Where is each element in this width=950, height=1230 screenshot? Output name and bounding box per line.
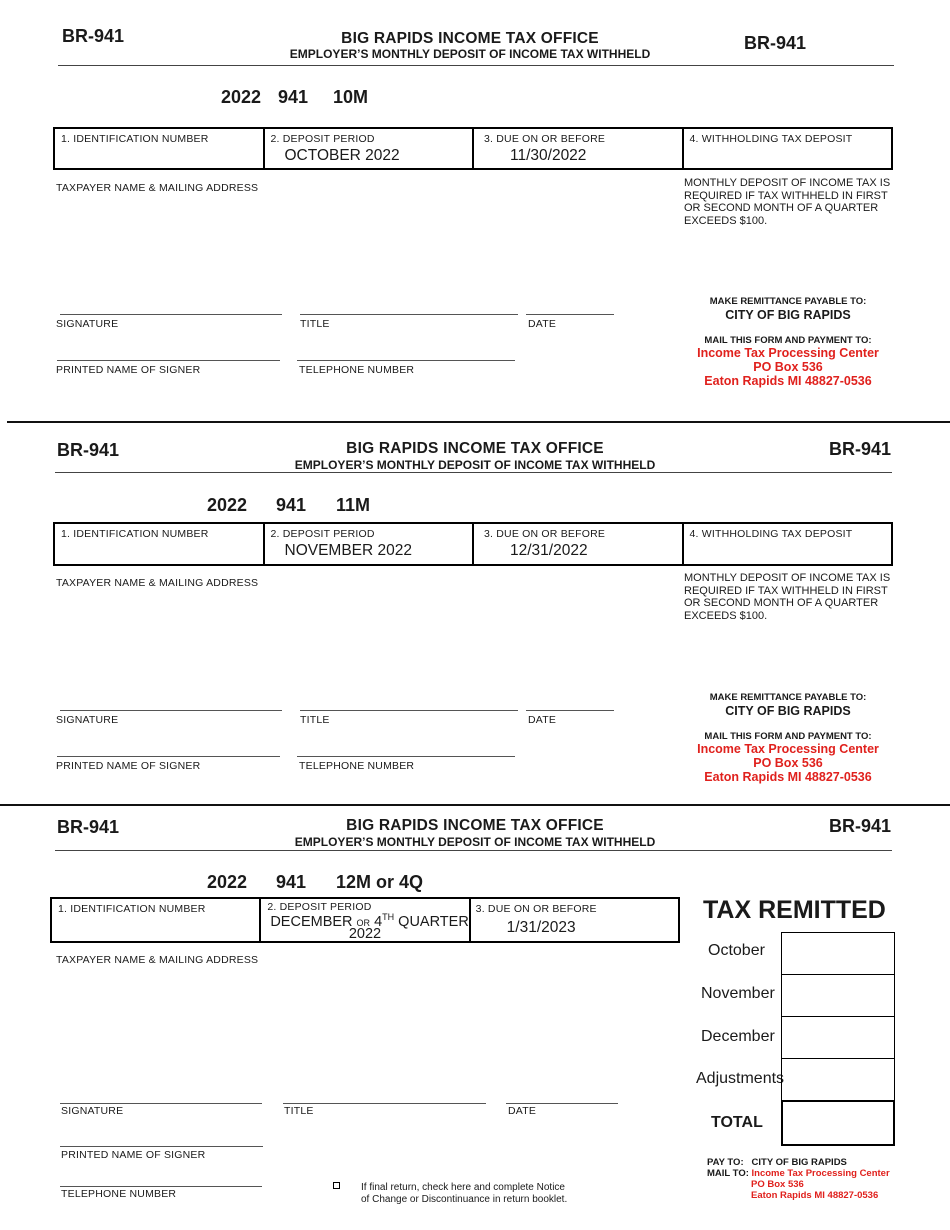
- signature-label: SIGNATURE: [56, 714, 119, 726]
- office-title: BIG RAPIDS INCOME TAX OFFICE: [341, 30, 599, 47]
- form-id-left: BR-941: [57, 817, 120, 837]
- signature-line[interactable]: [60, 710, 282, 711]
- id-number-field[interactable]: [55, 524, 265, 564]
- form-id-left: BR-941: [57, 440, 120, 460]
- payable-label: MAKE REMITTANCE PAYABLE TO:: [709, 692, 867, 703]
- telephone-line[interactable]: [297, 360, 515, 361]
- id-number-label: 1. IDENTIFICATION NUMBER: [61, 528, 209, 540]
- header-rule: [58, 65, 894, 66]
- address-line-1: Income Tax Processing Center: [697, 742, 879, 756]
- date-label: DATE: [528, 318, 557, 330]
- form-subtitle: EMPLOYER’S MONTHLY DEPOSIT OF INCOME TAX WITHHELD: [289, 47, 651, 61]
- header-rule: [55, 472, 892, 473]
- due-date-label: 3. DUE ON OR BEFORE: [484, 133, 606, 145]
- deposit-period-label: 2. DEPOSIT PERIOD: [270, 528, 375, 540]
- withholding-deposit-label: 4. WITHHOLDING TAX DEPOSIT: [689, 133, 853, 145]
- due-date-field: [474, 524, 684, 564]
- perforation-line-2: [0, 804, 950, 806]
- period-code: 12M or 4Q: [336, 872, 424, 892]
- withholding-deposit-field[interactable]: [684, 129, 892, 168]
- office-title: BIG RAPIDS INCOME TAX OFFICE: [346, 440, 604, 457]
- year-code: 2022: [207, 495, 248, 515]
- title-label: TITLE: [300, 318, 330, 330]
- due-date-value: 1/31/2023: [506, 919, 576, 936]
- deposit-period-label: 2. DEPOSIT PERIOD: [270, 133, 375, 145]
- final-return-note: If final return, check here and complete Notice of Change or Discontinuance in return booklet.: [361, 1182, 568, 1205]
- form-code: 941: [276, 872, 307, 892]
- payee: CITY OF BIG RAPIDS: [725, 308, 851, 322]
- printed-name-line[interactable]: [57, 360, 280, 361]
- monthly-notice: MONTHLY DEPOSIT OF INCOME TAX IS REQUIRED IF TAX WITHHELD IN FIRST OR SECOND MONTH OF A QUARTER EXCEEDS $100.: [684, 177, 891, 227]
- due-date-value: 11/30/2022: [510, 147, 587, 164]
- telephone-label: TELEPHONE NUMBER: [61, 1188, 177, 1200]
- withholding-deposit-label: 4. WITHHOLDING TAX DEPOSIT: [689, 528, 853, 540]
- mail-label: MAIL THIS FORM AND PAYMENT TO:: [704, 731, 872, 742]
- december-amount-box[interactable]: [781, 1016, 895, 1059]
- form-id-left: BR-941: [62, 26, 125, 46]
- deposit-period-field: [261, 899, 470, 941]
- printed-name-label: PRINTED NAME OF SIGNER: [56, 364, 201, 376]
- deposit-box: [53, 127, 893, 170]
- printed-name-label: PRINTED NAME OF SIGNER: [56, 760, 201, 772]
- payee: CITY OF BIG RAPIDS: [725, 704, 851, 718]
- address-line-2: PO Box 536: [753, 360, 823, 374]
- address-line-2: PO Box 536: [753, 756, 823, 770]
- form-code: 941: [276, 495, 307, 515]
- date-line[interactable]: [506, 1103, 618, 1104]
- header-rule: [55, 850, 892, 851]
- form-subtitle: EMPLOYER’S MONTHLY DEPOSIT OF INCOME TAX WITHHELD: [294, 835, 656, 849]
- form-code: 941: [278, 87, 309, 107]
- tax-remitted-title: TAX REMITTED: [703, 896, 886, 924]
- address-line-1: Income Tax Processing Center: [697, 346, 879, 360]
- id-number-field[interactable]: [52, 899, 261, 941]
- october-amount-box[interactable]: [781, 932, 895, 975]
- signature-line[interactable]: [60, 314, 282, 315]
- telephone-line[interactable]: [297, 756, 515, 757]
- due-date-field: [471, 899, 678, 941]
- office-title: BIG RAPIDS INCOME TAX OFFICE: [346, 817, 604, 834]
- deposit-box: [53, 522, 893, 566]
- november-amount-box[interactable]: [781, 974, 895, 1017]
- row-label-november: November: [701, 985, 775, 1002]
- perforation-line-1: [7, 421, 950, 423]
- title-label: TITLE: [300, 714, 330, 726]
- adjustments-amount-box[interactable]: [781, 1058, 895, 1101]
- telephone-label: TELEPHONE NUMBER: [299, 760, 415, 772]
- taxpayer-label: TAXPAYER NAME & MAILING ADDRESS: [56, 577, 259, 589]
- row-label-december: December: [701, 1028, 775, 1045]
- form-subtitle: EMPLOYER’S MONTHLY DEPOSIT OF INCOME TAX WITHHELD: [294, 458, 656, 472]
- mail-label: MAIL THIS FORM AND PAYMENT TO:: [704, 335, 872, 346]
- telephone-line[interactable]: [60, 1186, 262, 1187]
- taxpayer-label: TAXPAYER NAME & MAILING ADDRESS: [56, 954, 259, 966]
- due-date-value: 12/31/2022: [510, 542, 588, 559]
- id-number-field[interactable]: [55, 129, 265, 168]
- deposit-period-field: [265, 524, 475, 564]
- period-code: 10M: [333, 87, 369, 107]
- title-line[interactable]: [300, 710, 518, 711]
- period-code: 11M: [336, 495, 371, 515]
- printed-name-line[interactable]: [57, 756, 280, 757]
- printed-name-label: PRINTED NAME OF SIGNER: [61, 1149, 206, 1161]
- deposit-period-value: NOVEMBER 2022: [284, 542, 412, 559]
- signature-label: SIGNATURE: [56, 318, 119, 330]
- telephone-label: TELEPHONE NUMBER: [299, 364, 415, 376]
- address-line-3: Eaton Rapids MI 48827-0536: [704, 374, 872, 388]
- date-line[interactable]: [526, 710, 614, 711]
- row-label-adjustments: Adjustments: [696, 1070, 785, 1087]
- due-date-field: [474, 129, 684, 168]
- id-number-label: 1. IDENTIFICATION NUMBER: [61, 133, 209, 145]
- deposit-period-label: 2. DEPOSIT PERIOD: [267, 901, 372, 913]
- year-code: 2022: [207, 872, 248, 892]
- form-id-right: BR-941: [829, 816, 892, 836]
- address-line-3: Eaton Rapids MI 48827-0536: [704, 770, 872, 784]
- title-line[interactable]: [300, 314, 518, 315]
- date-label: DATE: [528, 714, 557, 726]
- final-pay-to: PAY TO: CITY OF BIG RAPIDS MAIL TO: Income Tax Processing Center PO Box 536 Eaton Rapids MI 48827-0536: [707, 1157, 890, 1201]
- total-amount-box[interactable]: [781, 1100, 895, 1146]
- due-date-label: 3. DUE ON OR BEFORE: [484, 528, 606, 540]
- form-id-right: BR-941: [829, 439, 892, 459]
- signature-line[interactable]: [60, 1103, 262, 1104]
- deposit-period-value: OCTOBER 2022: [284, 147, 400, 164]
- deposit-period-year: 2022: [348, 926, 382, 942]
- date-label: DATE: [508, 1105, 537, 1117]
- signature-label: SIGNATURE: [61, 1105, 124, 1117]
- payable-label: MAKE REMITTANCE PAYABLE TO:: [709, 296, 867, 307]
- deposit-box: [50, 897, 680, 943]
- printed-name-line[interactable]: [60, 1146, 263, 1147]
- row-label-total: TOTAL: [711, 1114, 763, 1131]
- title-line[interactable]: [283, 1103, 486, 1104]
- withholding-deposit-field[interactable]: [684, 524, 892, 564]
- deposit-period-value: DECEMBER OR 4TH QUARTER: [270, 912, 469, 930]
- title-label: TITLE: [284, 1105, 314, 1117]
- form-id-right: BR-941: [744, 33, 807, 53]
- date-line[interactable]: [526, 314, 614, 315]
- id-number-label: 1. IDENTIFICATION NUMBER: [58, 903, 206, 915]
- deposit-period-field: [265, 129, 475, 168]
- taxpayer-label: TAXPAYER NAME & MAILING ADDRESS: [56, 182, 259, 194]
- year-code: 2022: [221, 87, 262, 107]
- due-date-label: 3. DUE ON OR BEFORE: [475, 903, 597, 915]
- monthly-notice: MONTHLY DEPOSIT OF INCOME TAX IS REQUIRED IF TAX WITHHELD IN FIRST OR SECOND MONTH OF A QUARTER EXCEEDS $100.: [684, 572, 891, 622]
- row-label-october: October: [708, 942, 765, 959]
- final-return-checkbox[interactable]: [333, 1182, 340, 1189]
